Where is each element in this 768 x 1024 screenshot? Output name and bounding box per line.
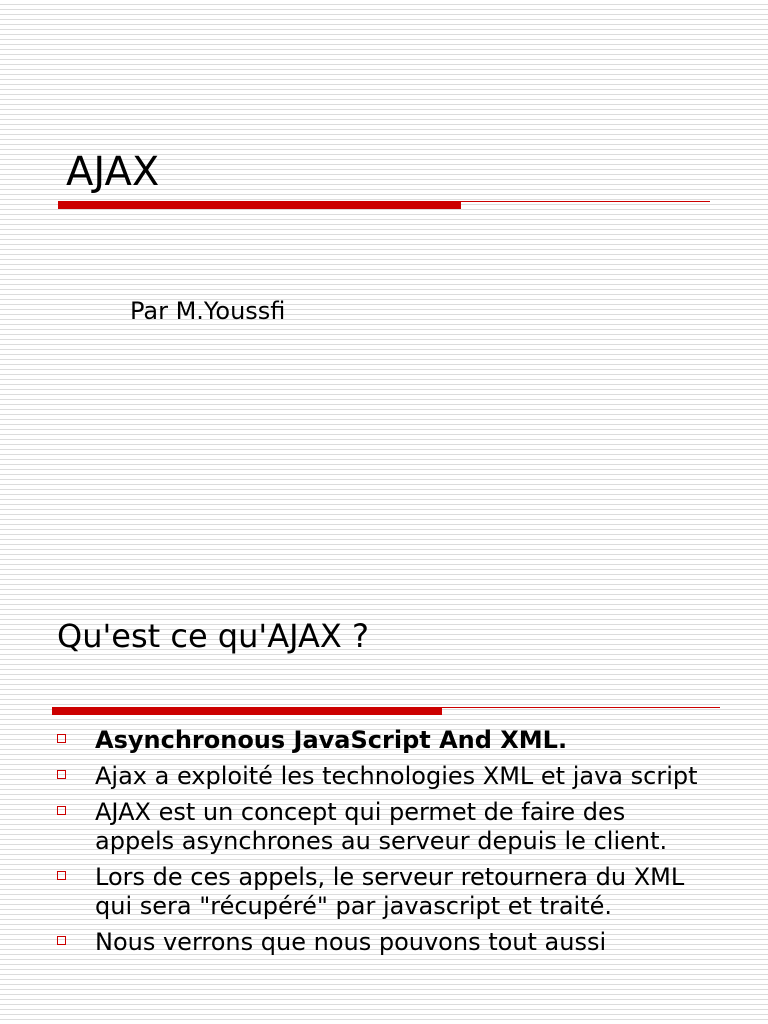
bullet-text: Nous verrons que nous pouvons tout aussi [95,928,607,956]
square-bullet-icon [57,806,66,815]
bullet-item [0,762,768,791]
slide-subtitle: Par M.Youssfi [130,297,286,325]
bullet-text: Lors de ces appels, le serveur retournera du XML qui sera "récupéré" par javascript et traité. [95,863,685,920]
square-bullet-icon [57,936,66,945]
title-underline-thick [52,707,442,715]
square-bullet-icon [57,871,66,880]
bullet-item [0,726,768,755]
bullet-text: AJAX est un concept qui permet de faire des appels asynchrones au serveur depuis le client. [95,798,668,855]
slide-title: Qu'est ce qu'AJAX ? [57,617,369,655]
bullet-text: Ajax a exploité les technologies XML et java script [95,762,698,790]
title-underline-thin [461,201,710,202]
slide-2 [0,590,768,1024]
bullet-item [0,798,768,856]
bullet-item [0,928,768,957]
title-underline-thin [442,707,720,708]
square-bullet-icon [57,734,66,743]
slide-title: AJAX [66,149,160,195]
bullet-item [0,863,768,921]
square-bullet-icon [57,770,66,779]
title-underline-thick [58,201,461,209]
bullet-list [0,726,768,964]
bullet-text: Asynchronous JavaScript And XML. [95,726,568,754]
